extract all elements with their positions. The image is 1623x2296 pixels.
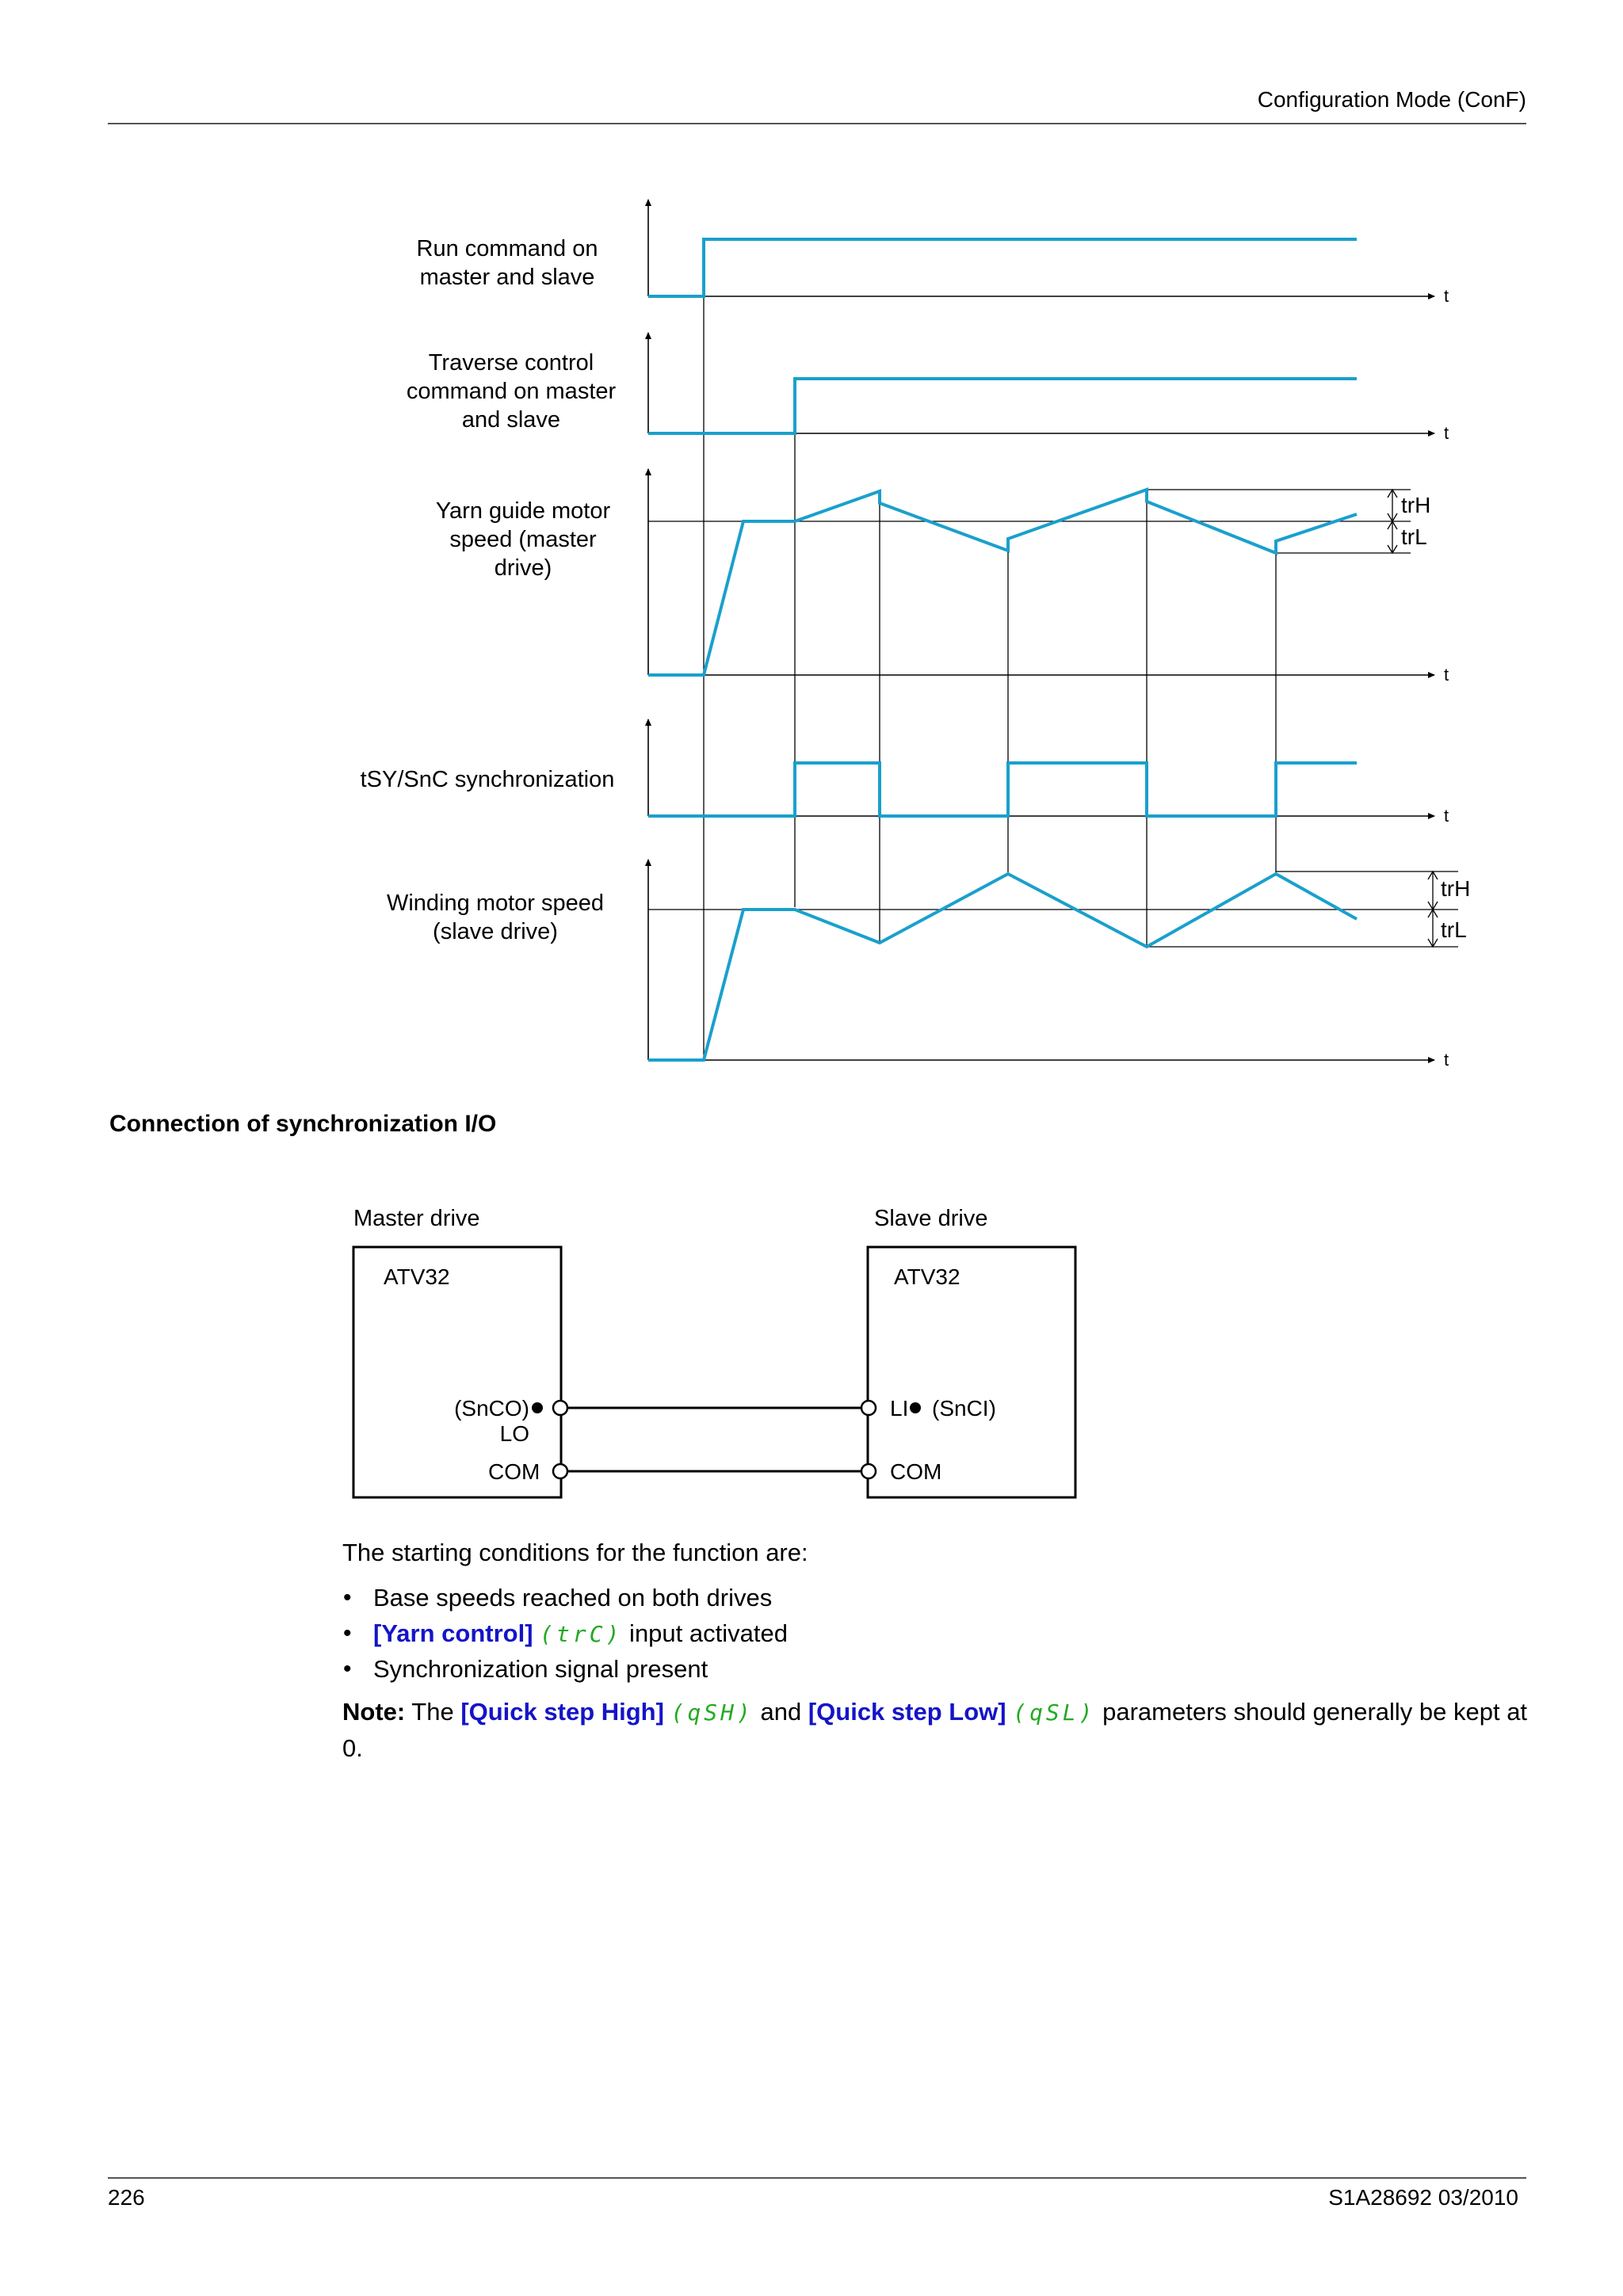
slave-in-terminal-label: LI	[890, 1396, 909, 1421]
master-drive-title: Master drive	[353, 1206, 480, 1231]
connection-diagram	[0, 1236, 1623, 1505]
yarn-guide-trace	[648, 490, 1357, 675]
label-traverse-control: Traverse control command on master and slave	[406, 350, 617, 433]
section-title: Connection of synchronization I/O	[109, 1111, 497, 1137]
bullet-1: •	[343, 1585, 352, 1611]
trh-label-slave: trH	[1441, 876, 1471, 901]
t-label-traverse: t	[1444, 423, 1449, 443]
page-number: 226	[108, 2185, 145, 2210]
sync-trace	[648, 763, 1357, 816]
slave-com-label: COM	[890, 1459, 942, 1484]
header-section-title: Configuration Mode (ConF)	[1257, 87, 1526, 112]
master-lo-terminal	[553, 1401, 567, 1415]
quick-step-low-keyword: [Quick step Low]	[808, 1698, 1006, 1726]
yarn-guide-axis	[648, 469, 1434, 675]
trl-label-master: trL	[1401, 524, 1427, 549]
qsh-code: (qSH)	[670, 1699, 754, 1726]
traverse-axis	[648, 333, 1434, 433]
slave-drive-title: Slave drive	[874, 1206, 988, 1231]
conditions-intro: The starting conditions for the function are:	[342, 1539, 808, 1566]
slave-model: ATV32	[894, 1264, 960, 1289]
condition-item-1	[343, 1580, 773, 1615]
trh-label-master: trH	[1401, 493, 1431, 517]
slave-li-terminal	[861, 1401, 876, 1415]
label-run-command: Run command on master and slave	[416, 236, 598, 290]
bullet-3: •	[343, 1656, 352, 1682]
traverse-trace	[648, 379, 1357, 433]
t-label-winding: t	[1444, 1050, 1449, 1070]
master-lo-dot	[532, 1402, 543, 1413]
yarn-control-keyword: [Yarn control]	[373, 1619, 533, 1647]
bullet-2: •	[343, 1620, 352, 1646]
label-sync: tSY/SnC synchronization	[360, 767, 615, 792]
label-winding: Winding motor speed (slave drive)	[386, 891, 605, 944]
master-com-label: COM	[488, 1459, 540, 1484]
slave-li-dot	[910, 1402, 921, 1413]
note-paragraph: Note: The [Quick step High] (qSH) and [Quick step Low] (qSL) parameters should generally be kept at 0.	[342, 1698, 1528, 1762]
label-yarn-guide: Yarn guide motor speed (master drive)	[435, 498, 611, 581]
condition-text-1: Base speeds reached on both drives	[373, 1584, 773, 1611]
footer-rule	[108, 2177, 1526, 2179]
slave-com-terminal	[861, 1464, 876, 1478]
condition-text-3: Synchronization signal present	[373, 1655, 708, 1683]
sync-axis	[648, 719, 1434, 816]
trc-code: (trC)	[540, 1621, 623, 1647]
doc-reference: S1A28692 03/2010	[1328, 2185, 1518, 2210]
t-label-yarn: t	[1444, 665, 1449, 685]
t-label-run: t	[1444, 286, 1449, 306]
t-label-sync: t	[1444, 806, 1449, 826]
master-com-terminal	[553, 1464, 567, 1478]
condition-item-3	[343, 1651, 708, 1687]
band-reference-lines	[648, 490, 1458, 947]
run-command-trace	[648, 239, 1357, 296]
event-lines	[704, 239, 1276, 1060]
quick-step-high-keyword: [Quick step High]	[460, 1698, 664, 1726]
note-label: Note:	[342, 1698, 406, 1726]
run-command-axis	[648, 200, 1434, 296]
master-model: ATV32	[384, 1264, 450, 1289]
winding-trace	[648, 874, 1357, 1060]
timing-diagram	[0, 182, 1623, 1085]
header-rule	[108, 123, 1526, 124]
condition-text-2: input activated	[622, 1619, 788, 1647]
master-out-terminal-label: (SnCO) LO	[454, 1396, 529, 1446]
condition-item-2	[343, 1615, 788, 1652]
slave-in-function-label: (SnCI)	[932, 1396, 996, 1421]
qsl-code: (qSL)	[1013, 1699, 1096, 1726]
trl-label-slave: trL	[1441, 917, 1467, 942]
